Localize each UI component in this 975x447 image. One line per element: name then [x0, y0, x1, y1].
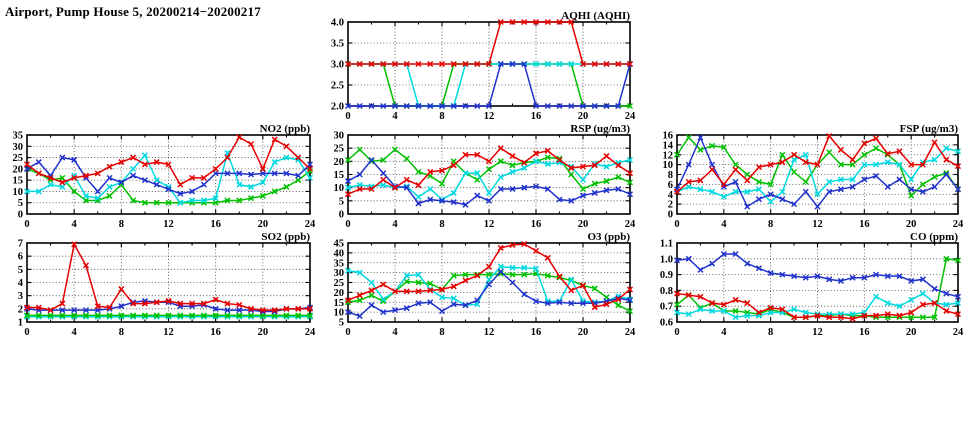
xtick-label: 12: [812, 219, 823, 230]
ytick-label: 30: [12, 141, 23, 153]
xtick-label: 4: [392, 327, 398, 338]
ytick-label: 2: [667, 199, 673, 211]
ytick-label: 25: [333, 278, 344, 289]
ytick-label: 0.7: [659, 301, 673, 313]
ytick-label: 2: [17, 304, 23, 316]
ytick-label: 10: [12, 186, 23, 198]
chart-title-so2: SO2 (ppb): [261, 231, 310, 243]
xtick-label: 16: [210, 219, 221, 230]
chart-panel-aqhi: [322, 9, 637, 128]
ytick-label: 0: [17, 209, 23, 221]
chart-canvas-rsp: [322, 122, 637, 236]
ytick-label: 1: [17, 317, 23, 329]
xtick-label: 4: [392, 219, 398, 230]
ytick-label: 8: [667, 170, 673, 181]
xtick-label: 20: [577, 219, 589, 230]
chart-title-o3: O3 (ppb): [587, 231, 630, 243]
ytick-label: 5: [338, 317, 344, 329]
xtick-label: 0: [345, 111, 351, 122]
page-title: Airport, Pump House 5, 20200214−20200217: [5, 4, 261, 19]
xtick-label: 20: [905, 219, 917, 230]
ytick-label: 20: [333, 287, 344, 299]
xtick-label: 0: [24, 327, 30, 338]
chart-canvas-fsp: [651, 122, 965, 236]
chart-title-no2: NO2 (ppb): [259, 123, 310, 135]
chart-panel-fsp: [651, 122, 965, 236]
ytick-label: 12: [662, 150, 673, 162]
ytick-label: 16: [662, 130, 673, 142]
ytick-label: 25: [12, 153, 23, 165]
xtick-label: 16: [530, 327, 542, 338]
ytick-label: 0: [667, 209, 673, 221]
ytick-label: 40: [333, 248, 344, 260]
xtick-label: 8: [768, 219, 774, 230]
ytick-label: 45: [333, 238, 344, 250]
xtick-label: 4: [721, 219, 727, 230]
xtick-label: 8: [118, 327, 124, 338]
series-line-cyan: [27, 153, 310, 203]
ytick-label: 6: [667, 179, 673, 191]
chart-panel-co: [651, 230, 965, 344]
xtick-label: 4: [721, 327, 727, 338]
xtick-label: 12: [163, 219, 174, 230]
xtick-label: 8: [768, 327, 774, 338]
chart-canvas-co: [651, 230, 965, 344]
xtick-label: 0: [674, 219, 680, 230]
xtick-label: 20: [577, 111, 589, 122]
xtick-label: 24: [624, 327, 636, 338]
chart-title-aqhi: AQHI (AQHI): [561, 10, 630, 22]
xtick-label: 24: [624, 111, 636, 122]
xtick-label: 16: [859, 219, 870, 230]
xtick-label: 12: [812, 327, 823, 338]
ytick-label: 25: [333, 143, 344, 155]
ytick-label: 30: [333, 268, 344, 280]
xtick-label: 8: [439, 219, 445, 230]
ytick-label: 1.1: [659, 238, 673, 250]
xtick-label: 12: [483, 219, 495, 230]
series-markers-blue: [346, 158, 633, 208]
ytick-label: 7: [17, 238, 23, 250]
ytick-label: 4: [667, 189, 673, 201]
xtick-label: 0: [345, 219, 351, 230]
xtick-label: 12: [483, 111, 495, 122]
chart-title-fsp: FSP (ug/m3): [899, 123, 958, 135]
ytick-label: 0.6: [659, 317, 673, 329]
ytick-label: 4.0: [330, 17, 344, 29]
chart-panel-o3: [322, 230, 637, 344]
chart-canvas-so2: [1, 230, 317, 344]
xtick-label: 4: [392, 111, 398, 122]
xtick-label: 20: [905, 327, 917, 338]
ytick-label: 30: [333, 130, 344, 142]
xtick-label: 24: [952, 219, 964, 230]
ytick-label: 3.5: [330, 38, 344, 50]
chart-panel-rsp: [322, 122, 637, 236]
ytick-label: 20: [12, 164, 23, 176]
ytick-label: 0: [338, 209, 344, 221]
xtick-label: 0: [24, 219, 30, 230]
ytick-label: 0.8: [659, 285, 673, 297]
xtick-label: 0: [345, 327, 351, 338]
ytick-label: 5: [17, 198, 23, 210]
ytick-label: 20: [333, 156, 344, 168]
ytick-label: 15: [333, 170, 344, 181]
chart-canvas-o3: [322, 230, 637, 344]
xtick-label: 0: [674, 327, 680, 338]
ytick-label: 5: [17, 264, 23, 276]
xtick-label: 24: [952, 327, 964, 338]
chart-title-co: CO (ppm): [910, 231, 958, 243]
ytick-label: 3.0: [330, 59, 344, 71]
xtick-label: 24: [304, 327, 316, 338]
ytick-label: 2.0: [330, 101, 344, 113]
xtick-label: 24: [624, 219, 636, 230]
xtick-label: 16: [530, 111, 542, 122]
ytick-label: 0.9: [659, 270, 673, 282]
xtick-label: 8: [118, 219, 124, 230]
ytick-label: 3: [17, 291, 23, 303]
chart-panel-no2: [1, 122, 317, 236]
series-markers-green: [346, 147, 633, 192]
ytick-label: 5: [338, 196, 344, 208]
xtick-label: 16: [530, 219, 542, 230]
xtick-label: 4: [71, 219, 77, 230]
ytick-label: 1.0: [659, 254, 673, 266]
xtick-label: 20: [257, 219, 269, 230]
chart-canvas-aqhi: [322, 9, 637, 128]
ytick-label: 15: [333, 297, 344, 309]
chart-canvas-no2: [1, 122, 317, 236]
xtick-label: 20: [577, 327, 589, 338]
xtick-label: 12: [163, 327, 174, 338]
ytick-label: 10: [662, 160, 673, 172]
xtick-label: 16: [210, 327, 221, 338]
ytick-label: 10: [333, 183, 344, 195]
xtick-label: 24: [304, 219, 316, 230]
xtick-label: 8: [439, 111, 445, 122]
xtick-label: 20: [257, 327, 269, 338]
xtick-label: 12: [483, 327, 495, 338]
chart-title-rsp: RSP (ug/m3): [570, 123, 630, 135]
chart-panel-so2: [1, 230, 317, 344]
xtick-label: 16: [859, 327, 870, 338]
ytick-label: 15: [12, 175, 23, 187]
ytick-label: 35: [12, 130, 23, 142]
ytick-label: 14: [662, 140, 673, 152]
ytick-label: 6: [17, 251, 23, 263]
ytick-label: 2.5: [330, 80, 344, 92]
xtick-label: 4: [71, 327, 77, 338]
ytick-label: 4: [17, 278, 23, 289]
ytick-label: 35: [333, 258, 344, 270]
ytick-label: 10: [333, 307, 344, 319]
xtick-label: 8: [439, 327, 445, 338]
